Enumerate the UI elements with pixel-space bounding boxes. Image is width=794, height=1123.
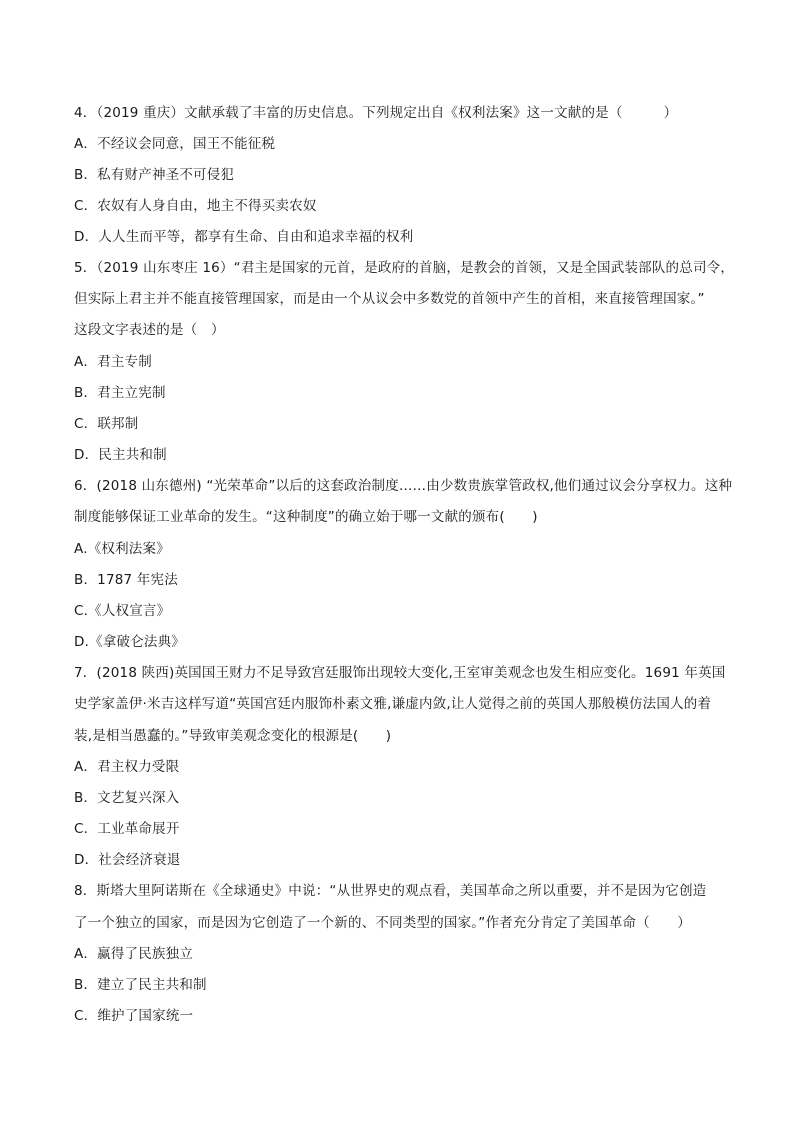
question-8-stem-line-1: 8．斯塔大里阿诺斯在《全球通史》中说：“从世界史的观点看，美国革命之所以重要，并不是因为它创造 (74, 883, 707, 899)
question-4-option-c: C．农奴有人身自由，地主不得买卖农奴 (74, 198, 317, 214)
question-5-option-a: A．君主专制 (74, 354, 152, 370)
question-8-stem-line-2: 了一个独立的国家，而是因为它创造了一个新的、不同类型的国家。”作者充分肯定了美国革命（ ） (74, 915, 691, 931)
question-7-option-d: D．社会经济衰退 (74, 852, 181, 868)
question-6-stem-line-2: 制度能够保证工业革命的发生。“这种制度”的确立始于哪一文献的颁布( ) (74, 509, 538, 525)
question-5-stem-line-3: 这段文字表述的是（ ） (74, 322, 225, 338)
question-8-option-c: C．维护了国家统一 (74, 1008, 194, 1024)
question-7-stem-line-3: 装,是相当愚蠢的。”导致审美观念变化的根源是( ) (74, 728, 392, 744)
question-5-option-b: B．君主立宪制 (74, 385, 166, 401)
question-8-option-a: A．赢得了民族独立 (74, 946, 194, 962)
question-7-stem-line-2: 史学家盖伊·米吉这样写道“英国宫廷内服饰朴素文雅,谦虚内敛,让人觉得之前的英国人那般模仿法国人的着 (74, 696, 712, 712)
question-6-option-c: C.《人权宣言》 (74, 603, 171, 619)
question-4-option-a: A．不经议会同意，国王不能征税 (74, 136, 276, 152)
question-5-option-c: C．联邦制 (74, 416, 139, 432)
question-8-option-b: B．建立了民主共和制 (74, 977, 207, 993)
question-5-stem-line-1: 5．（2019 山东枣庄 16）“君主是国家的元首，是政府的首脑，是教会的首领，又是全国武装部队的总司令， (74, 260, 735, 276)
question-6-option-d: D.《拿破仑法典》 (74, 634, 185, 650)
question-7-stem-line-1: 7．(2018 陕西)英国国王财力不足导致宫廷服饰出现较大变化,王室审美观念也发生相应变化。1691 年英国 (74, 665, 726, 681)
question-7-option-c: C．工业革命展开 (74, 821, 180, 837)
question-5-stem-line-2: 但实际上君主并不能直接管理国家，而是由一个从议会中多数党的首领中产生的首相，来直接管理国家。” (74, 291, 705, 307)
question-4-option-d: D．人人生而平等，都享有生命、自由和追求幸福的权利 (74, 229, 414, 245)
question-7-option-a: A．君主权力受限 (74, 759, 180, 775)
question-7-option-b: B．文艺复兴深入 (74, 790, 180, 806)
question-6-option-a: A.《权利法案》 (74, 541, 170, 557)
question-6-option-b: B．1787 年宪法 (74, 572, 178, 588)
question-5-option-d: D．民主共和制 (74, 447, 167, 463)
question-6-stem-line-1: 6．(2018 山东德州) “光荣革命”以后的这套政治制度……由少数贵族掌管政权,他们通过议会分享权力。这种 (74, 478, 733, 494)
question-4-stem-line-1: 4．（2019 重庆）文献承载了丰富的历史信息。下列规定出自《权利法案》这一文献的是（ ） (74, 105, 678, 121)
question-4-option-b: B．私有财产神圣不可侵犯 (74, 167, 235, 183)
